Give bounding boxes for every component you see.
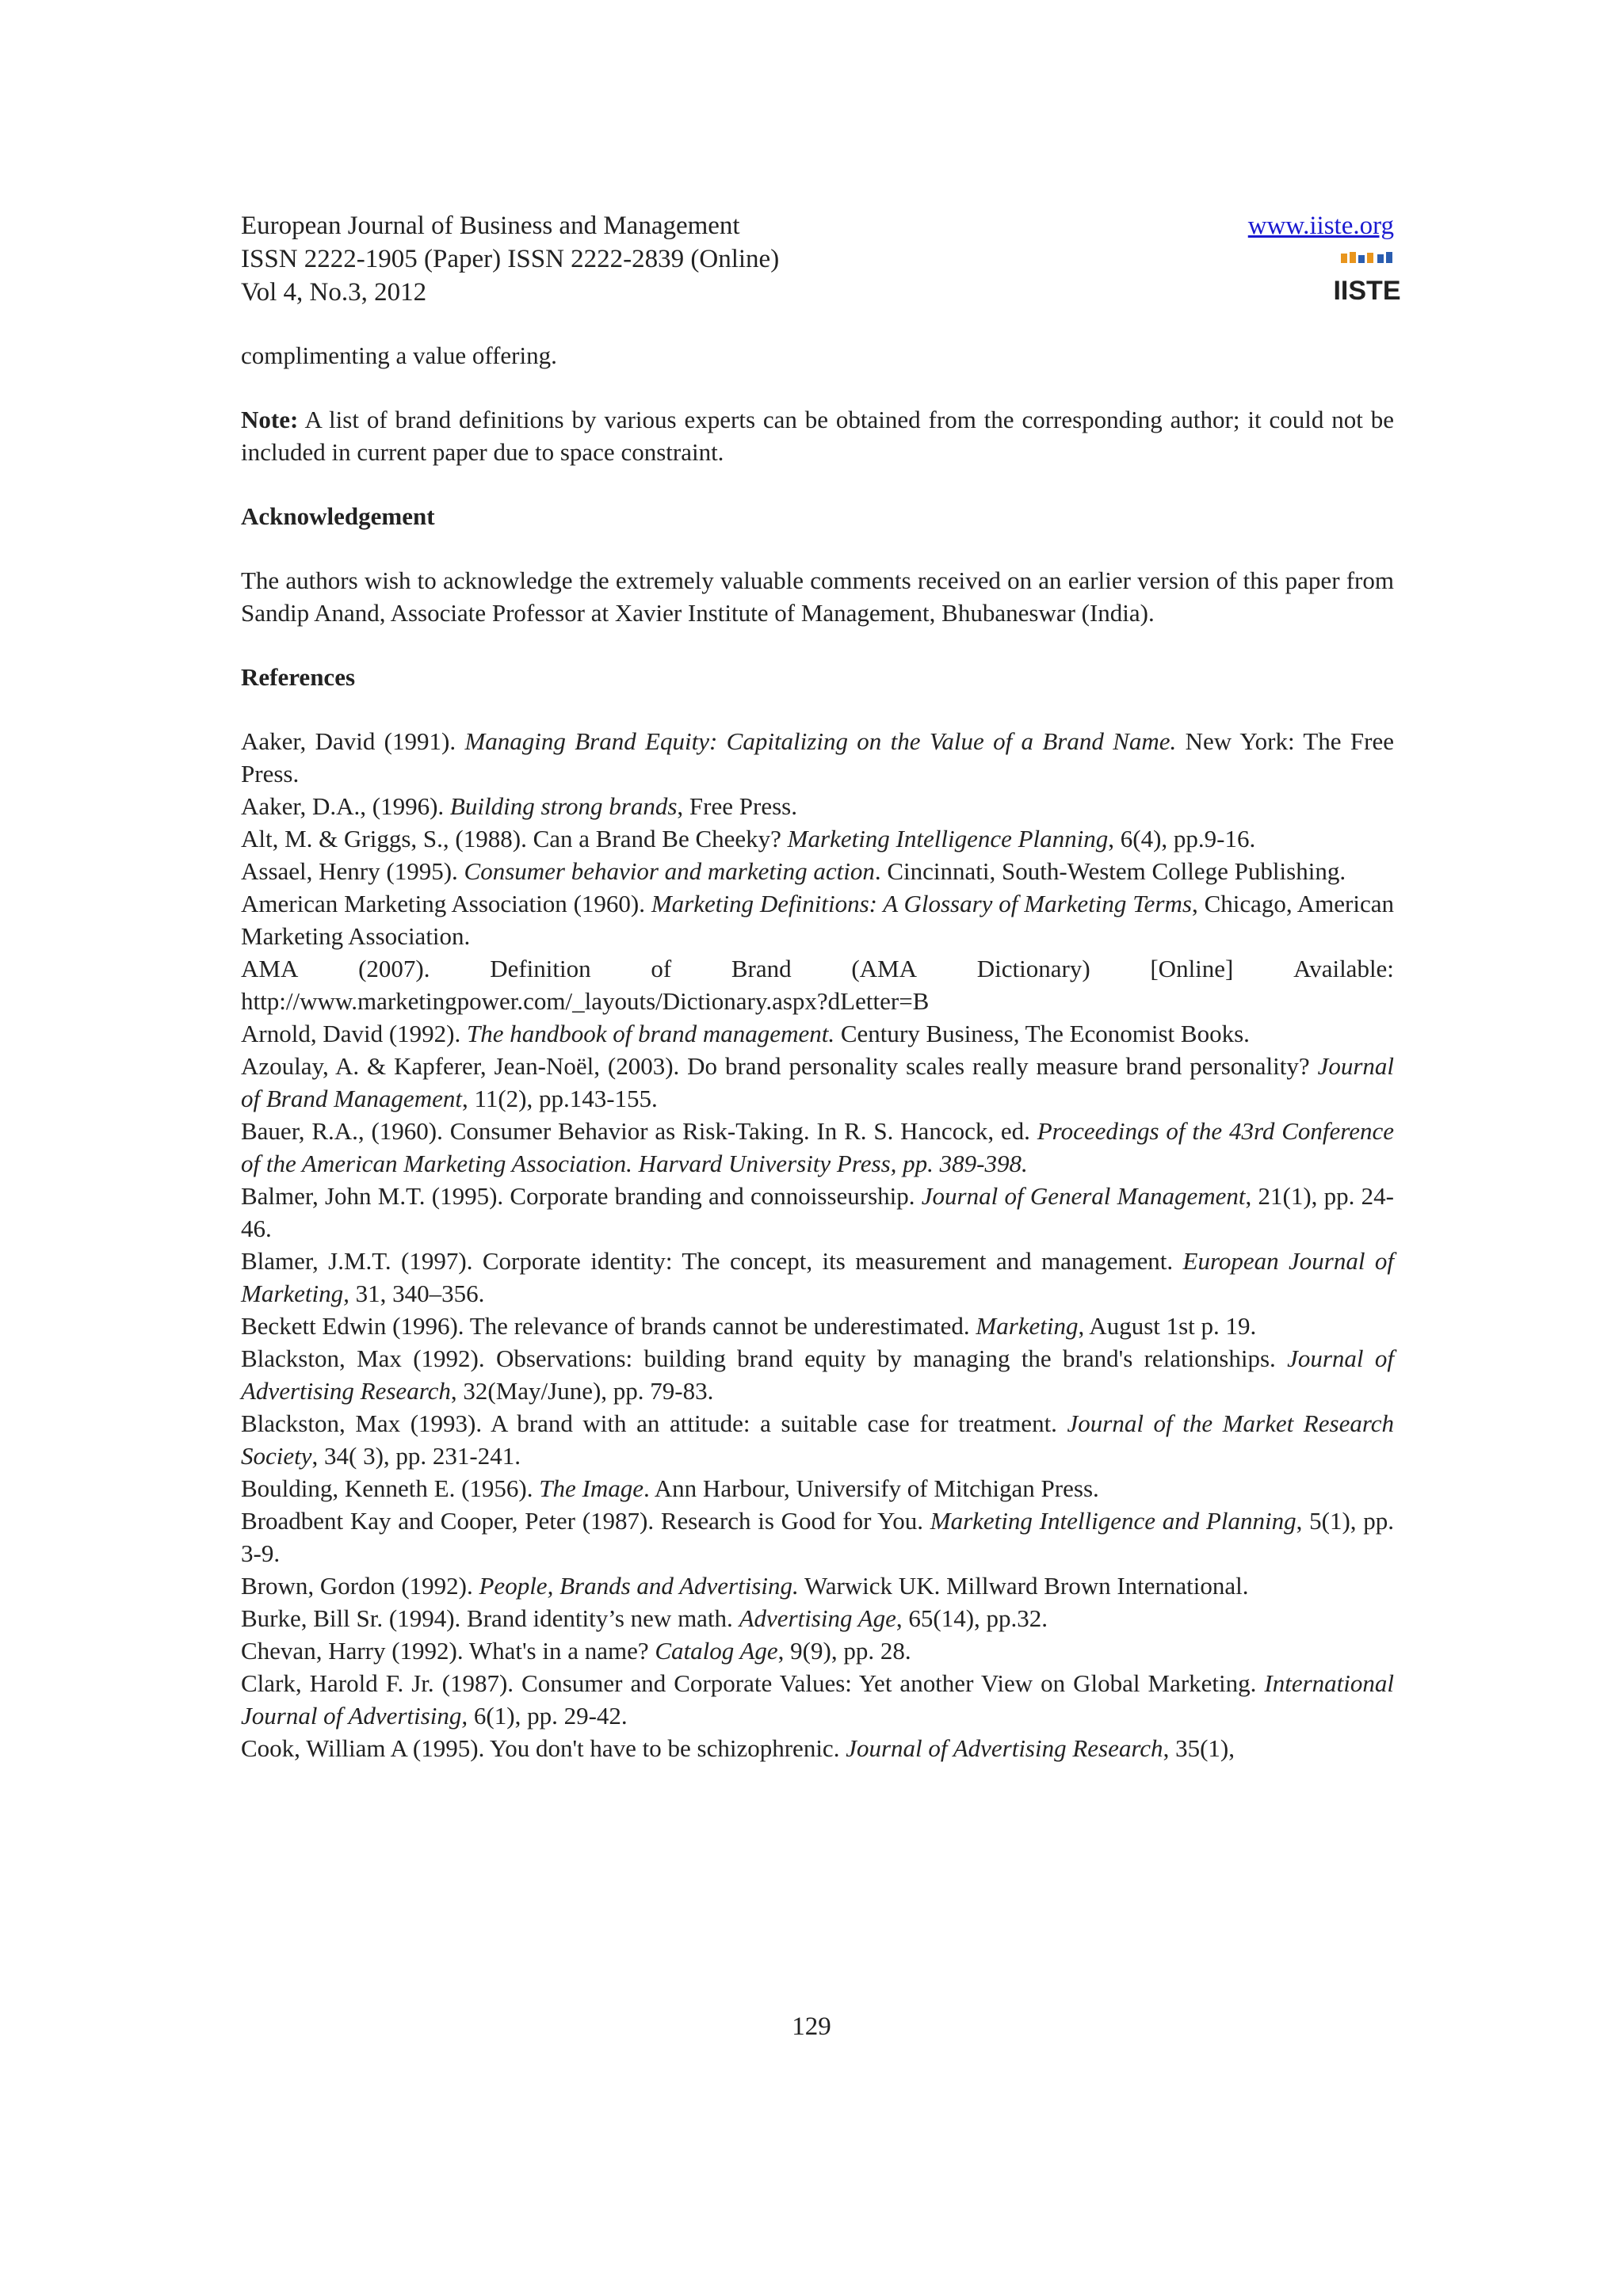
reference-item	[241, 1115, 1394, 1180]
acknowledgement-heading: Acknowledgement	[241, 502, 435, 530]
reference-text: Chevan, Harry (1992). What's in a name?	[241, 1637, 655, 1665]
reference-item	[241, 1602, 1394, 1634]
reference-source: Managing Brand Equity: Capitalizing on the Value of a Brand Name.	[464, 727, 1177, 755]
reference-item	[241, 790, 1394, 822]
reference-text: Aaker, David (1991).	[241, 727, 465, 755]
reference-text: Blamer, J.M.T. (1997). Corporate identity: The concept, its measurement and management.	[241, 1247, 1183, 1275]
reference-source: Journal of the Market Research Society	[241, 1409, 1394, 1470]
reference-item	[241, 1569, 1394, 1602]
journal-issn: ISSN 2222-1905 (Paper) ISSN 2222-2839 (Online)	[241, 245, 780, 273]
reference-text: Burke, Bill Sr. (1994). Brand identity’s new math.	[241, 1604, 739, 1632]
reference-source: Journal of Brand Management	[241, 1052, 1394, 1112]
reference-item	[241, 1634, 1394, 1667]
reference-details: Warwick UK. Millward Brown International.	[798, 1572, 1249, 1600]
reference-details: , 35(1),	[1163, 1734, 1235, 1762]
continuation-text: complimenting a value offering.	[241, 341, 557, 369]
reference-source: Marketing Definitions: A Glossary of Marketing Terms	[651, 890, 1192, 917]
reference-text: Brown, Gordon (1992).	[241, 1572, 479, 1600]
reference-source: People, Brands and Advertising.	[479, 1572, 799, 1600]
iiste-logo-icon	[1333, 250, 1401, 306]
reference-source: Marketing	[976, 1312, 1079, 1340]
reference-source: Catalog Age	[655, 1637, 778, 1665]
reference-details: Century Business, The Economist Books.	[834, 1020, 1250, 1047]
reference-details: , 65(14), pp.32.	[896, 1604, 1048, 1632]
reference-source: International Journal of Advertising,	[241, 1669, 1394, 1730]
reference-text: Beckett Edwin (1996). The relevance of brands cannot be underestimated.	[241, 1312, 976, 1340]
acknowledgement-text: The authors wish to acknowledge the extremely valuable comments received on an earlier version of this paper from Sandip Anand, Associate Professor at Xavier Institute of Management, Bhubaneswar (India).	[241, 566, 1394, 627]
reference-source: Building strong brands	[449, 792, 678, 820]
reference-item	[241, 1472, 1394, 1505]
reference-url: http://www.marketingpower.com/_layouts/Dictionary.aspx?dLetter=B	[241, 987, 930, 1015]
reference-item	[241, 1407, 1394, 1472]
reference-details: , 32(May/June), pp. 79-83.	[450, 1377, 714, 1405]
reference-details: , Chicago, American Marketing Association.	[241, 890, 1394, 950]
reference-word: Definition	[490, 955, 591, 982]
website-link[interactable]: www.iiste.org	[1247, 212, 1394, 240]
reference-item	[241, 952, 1394, 1017]
reference-item	[241, 1017, 1394, 1050]
journal-volume: Vol 4, No.3, 2012	[241, 278, 427, 307]
logo-text: IISTE	[1333, 276, 1401, 306]
reference-item	[241, 822, 1394, 855]
reference-source: Proceedings of the 43rd Conference of the American Marketing Association. Harvard University Press, pp. 389-398.	[241, 1117, 1394, 1177]
reference-item	[241, 855, 1394, 887]
journal-title: European Journal of Business and Management	[241, 212, 740, 240]
reference-text: Bauer, R.A., (1960). Consumer Behavior as Risk-Taking. In R. S. Hancock, ed.	[241, 1117, 1037, 1145]
reference-details: , Free Press.	[677, 792, 797, 820]
reference-text: Aaker, D.A., (1996).	[241, 792, 450, 820]
reference-source: Advertising Age	[739, 1604, 896, 1632]
reference-item	[241, 1667, 1394, 1732]
reference-word: (2007).	[358, 955, 430, 982]
reference-details: , 9(9), pp. 28.	[777, 1637, 911, 1665]
reference-text: American Marketing Association (1960).	[241, 890, 651, 917]
reference-details: , 34( 3), pp. 231-241.	[311, 1442, 521, 1470]
reference-item	[241, 1310, 1394, 1342]
reference-item	[241, 1050, 1394, 1115]
reference-details: , August 1st p. 19.	[1078, 1312, 1257, 1340]
reference-text: Azoulay, A. & Kapferer, Jean-Noël, (2003). Do brand personality scales really measure brand personality?	[241, 1052, 1318, 1080]
reference-list	[241, 725, 1394, 1764]
reference-details: , 11(2), pp.143-155.	[461, 1085, 658, 1112]
note-text: A list of brand definitions by various experts can be obtained from the corresponding author; it could not be included in current paper due to space constraint.	[241, 406, 1394, 466]
reference-item	[241, 1732, 1394, 1764]
reference-item	[241, 1505, 1394, 1569]
reference-text: Arnold, David (1992).	[241, 1020, 467, 1047]
reference-word: [Online]	[1150, 955, 1234, 982]
reference-word: AMA	[241, 955, 299, 982]
reference-text: Clark, Harold F. Jr. (1987). Consumer and Corporate Values: Yet another View on Global Marketing.	[241, 1669, 1265, 1697]
reference-source: Journal of General Management	[921, 1182, 1246, 1210]
reference-text: Boulding, Kenneth E. (1956).	[241, 1474, 540, 1502]
reference-item	[241, 1342, 1394, 1407]
reference-item	[241, 1180, 1394, 1245]
note-paragraph	[241, 403, 1394, 468]
reference-text: Blackston, Max (1993). A brand with an attitude: a suitable case for treatment.	[241, 1409, 1067, 1437]
reference-word: Available:	[1293, 955, 1394, 982]
note-label: Note:	[241, 406, 299, 433]
reference-text: Assael, Henry (1995).	[241, 857, 464, 885]
reference-details: 31, 340–356.	[349, 1280, 485, 1307]
reference-text: Cook, William A (1995). You don't have to be schizophrenic.	[241, 1734, 846, 1762]
reference-source: The Image	[539, 1474, 643, 1502]
reference-word: (AMA	[851, 955, 918, 982]
page-content	[241, 339, 1394, 1764]
reference-source: European Journal of Marketing,	[241, 1247, 1394, 1307]
reference-source: Journal of Advertising Research	[846, 1734, 1163, 1762]
reference-source: Marketing Intelligence and Planning	[930, 1507, 1296, 1535]
page-number: 129	[792, 2012, 831, 2041]
reference-details: . Cincinnati, South-Westem College Publishing.	[874, 857, 1346, 885]
reference-word: of	[651, 955, 672, 982]
reference-details: 6(1), pp. 29-42.	[468, 1702, 628, 1730]
reference-source: Journal of Advertising Research	[241, 1344, 1394, 1405]
journal-header	[241, 209, 779, 309]
reference-word: Brand	[731, 955, 792, 982]
reference-text: Balmer, John M.T. (1995). Corporate branding and connoisseurship.	[241, 1182, 922, 1210]
reference-ama-line	[241, 952, 1394, 985]
reference-word: Dictionary)	[976, 955, 1090, 982]
reference-details: , 21(1), pp. 24-46.	[241, 1182, 1394, 1242]
reference-text: Alt, M. & Griggs, S., (1988). Can a Brand Be Cheeky?	[241, 825, 788, 852]
reference-details: New York: The Free Press.	[241, 727, 1394, 788]
reference-details: , 5(1), pp. 3-9.	[241, 1507, 1395, 1567]
references-heading: References	[241, 663, 356, 691]
reference-item	[241, 1245, 1394, 1310]
reference-text: Blackston, Max (1992). Observations: building brand equity by managing the brand's relationships.	[241, 1344, 1288, 1372]
reference-text: Broadbent Kay and Cooper, Peter (1987). Research is Good for You.	[241, 1507, 930, 1535]
reference-source: Marketing Intelligence Planning	[787, 825, 1109, 852]
reference-details: . Ann Harbour, Universify of Mitchigan Press.	[643, 1474, 1099, 1502]
reference-source: The handbook of brand management.	[466, 1020, 835, 1047]
reference-source: Consumer behavior and marketing action	[464, 857, 875, 885]
reference-item	[241, 725, 1394, 790]
reference-details: , 6(4), pp.9-16.	[1108, 825, 1256, 852]
reference-item	[241, 887, 1394, 952]
